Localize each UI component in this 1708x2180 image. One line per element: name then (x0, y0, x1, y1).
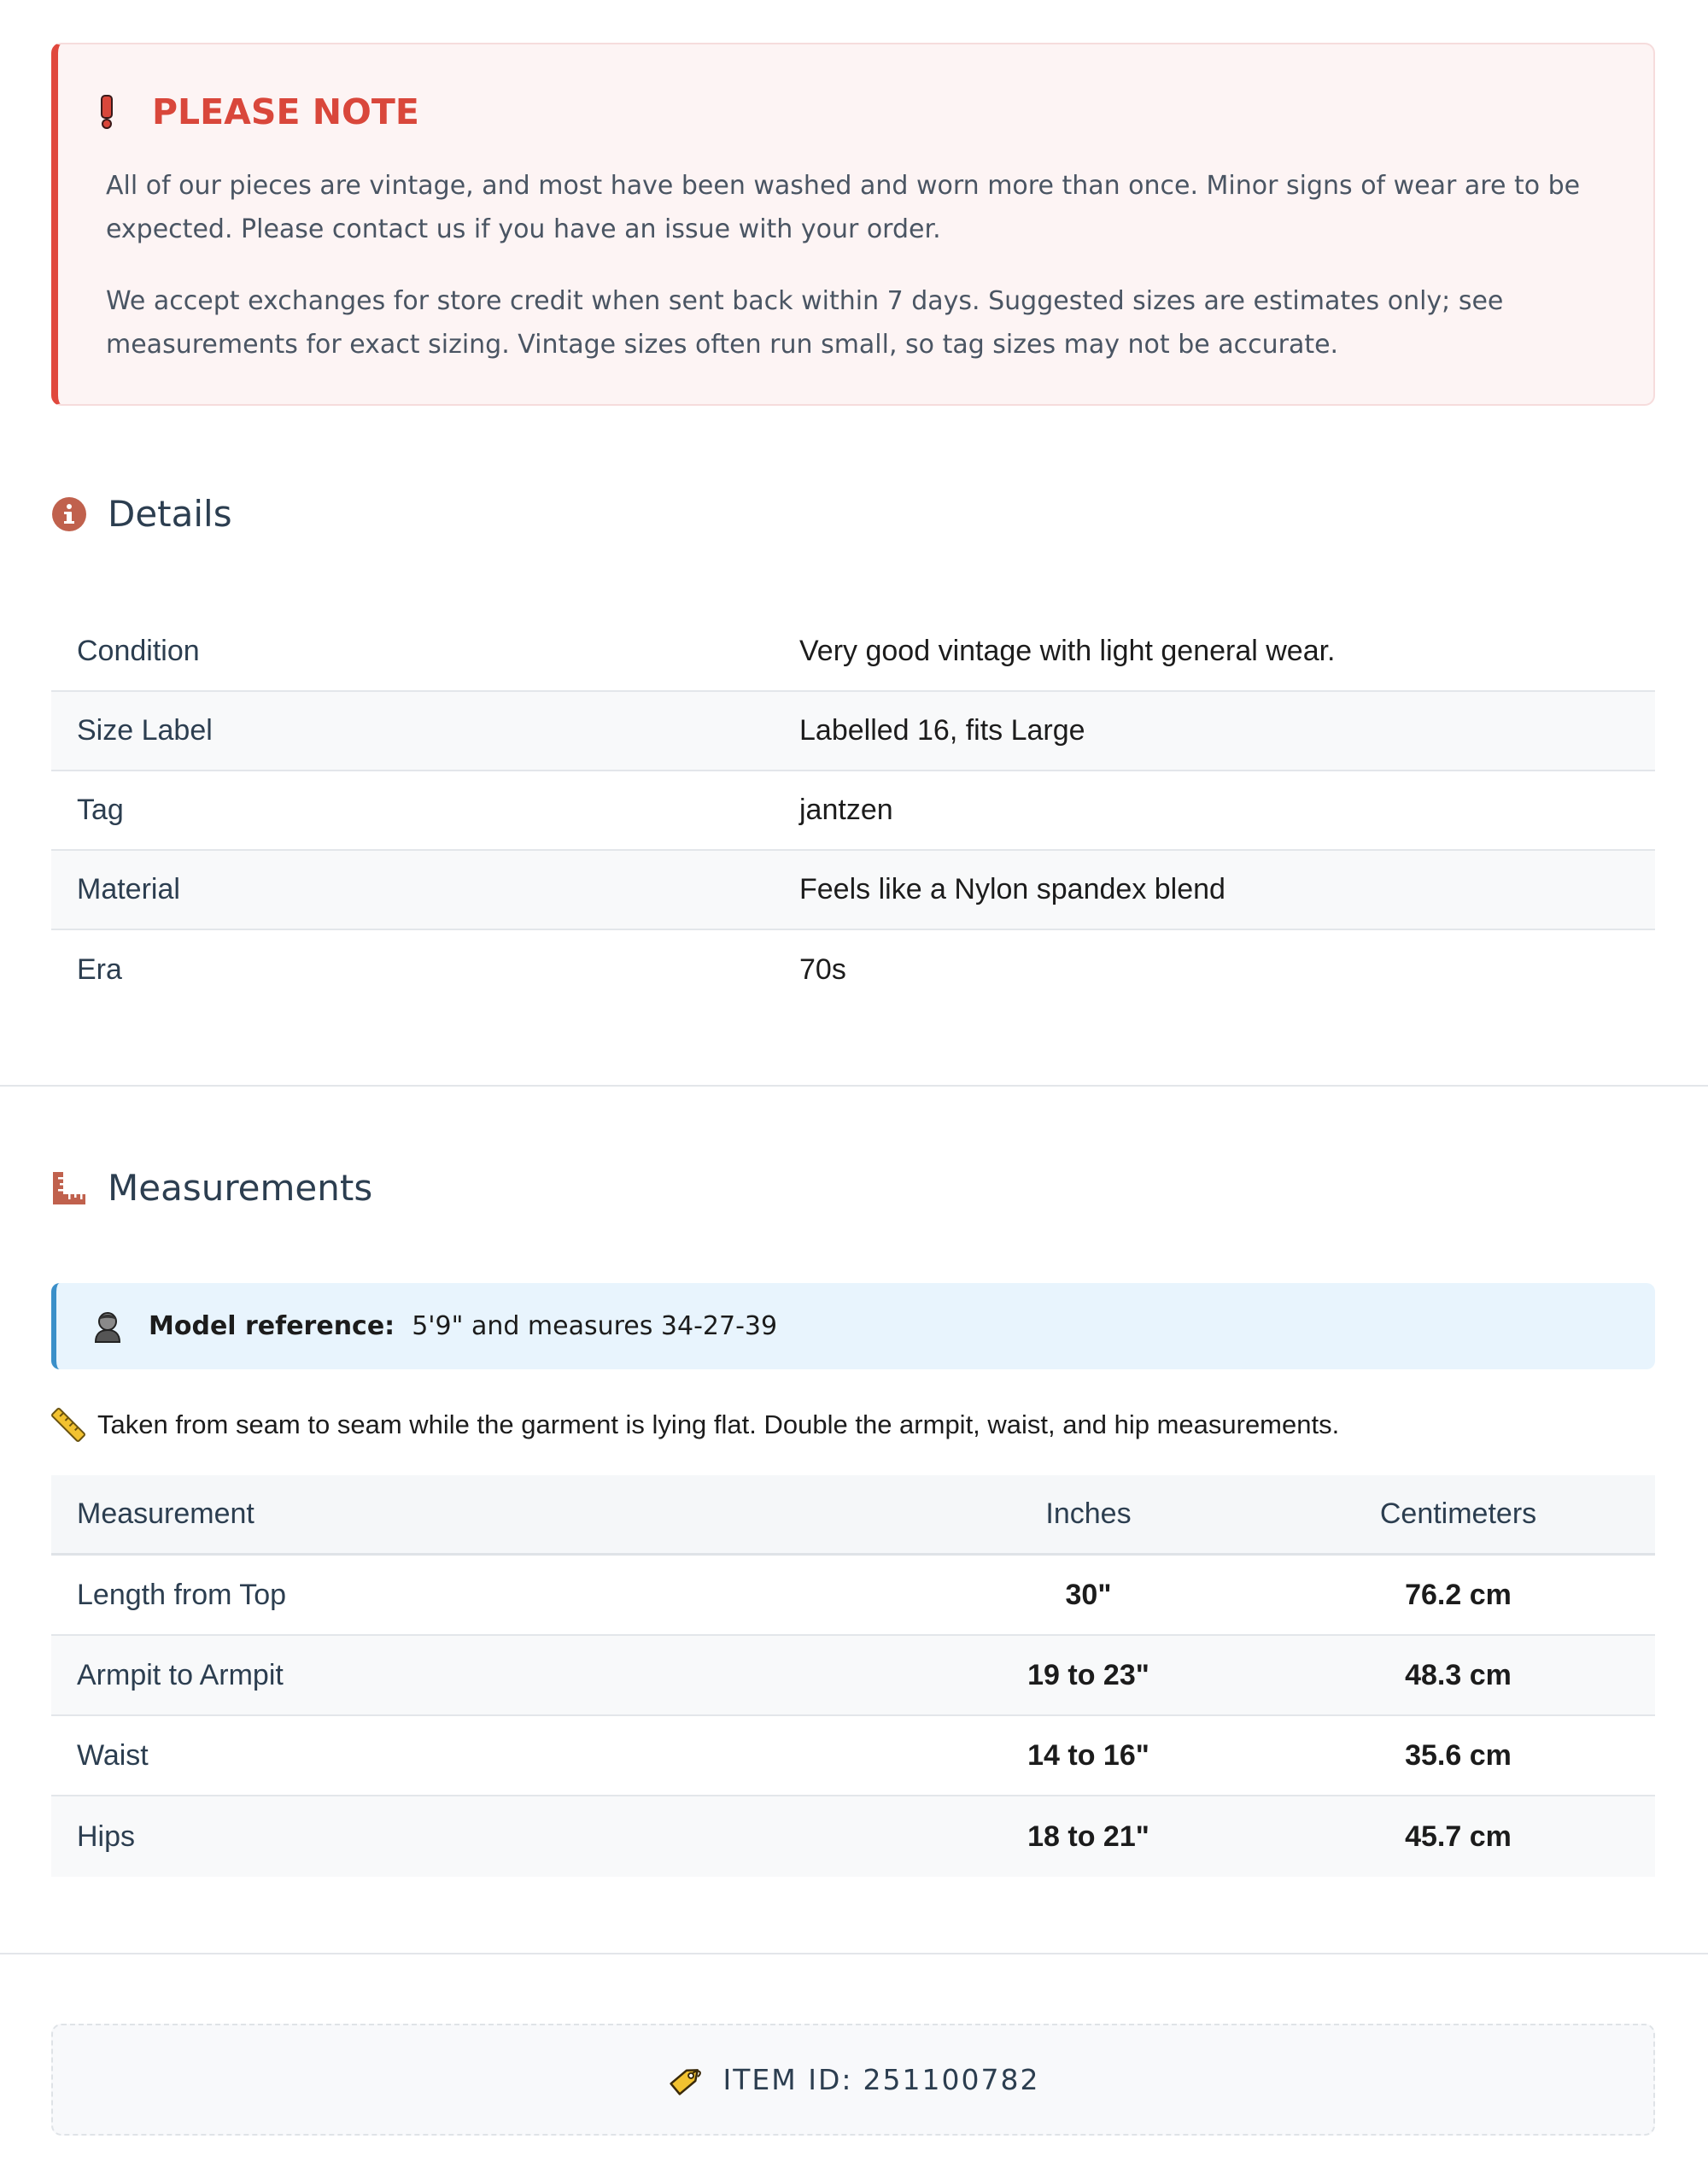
measurement-name: Length from Top (77, 1578, 287, 1611)
table-row (51, 1716, 1655, 1796)
details-label: Tag (77, 794, 124, 826)
details-row (51, 771, 1655, 851)
table-row (51, 1796, 1655, 1877)
item-id-box (51, 2024, 1655, 2136)
details-value: jantzen (799, 794, 893, 826)
column-header-inches: Inches (1045, 1497, 1132, 1530)
measurement-cm: 76.2 cm (1405, 1578, 1512, 1611)
info-circle-icon (51, 496, 87, 532)
person-icon (91, 1310, 125, 1344)
table-row (51, 1636, 1655, 1716)
table-header-row (51, 1475, 1655, 1556)
measurements-heading-text: Measurements (108, 1167, 373, 1209)
measurement-cm: 35.6 cm (1405, 1738, 1512, 1772)
details-value: Very good vintage with light general wear. (799, 635, 1336, 667)
measurement-inches: 14 to 16" (1027, 1738, 1149, 1772)
details-value: Labelled 16, fits Large (799, 714, 1085, 747)
table-row (51, 1556, 1655, 1636)
details-row (51, 851, 1655, 930)
column-header-measurement: Measurement (77, 1497, 254, 1530)
please-note-box (51, 43, 1655, 406)
ruler-icon (51, 1408, 85, 1442)
measurement-inches: 19 to 23" (1027, 1658, 1149, 1691)
model-reference-label: Model reference: (149, 1311, 395, 1341)
details-row (51, 612, 1655, 692)
measurement-name: Hips (77, 1820, 136, 1853)
model-reference-box (51, 1283, 1655, 1369)
details-value: Feels like a Nylon spandex blend (799, 873, 1225, 905)
details-label: Material (77, 873, 180, 905)
details-label: Condition (77, 635, 200, 667)
note-paragraph-1: All of our pieces are vintage, and most have been washed and worn more than once. Minor signs of wear are to be expected. Please contact us if you have an issue with your order. (106, 171, 1581, 244)
details-heading (51, 493, 232, 535)
item-id-label: ITEM ID: (722, 2063, 853, 2096)
measurement-name: Armpit to Armpit (77, 1658, 284, 1691)
note-title-text: PLEASE NOTE (152, 91, 419, 132)
details-row (51, 692, 1655, 771)
measurement-inches: 30" (1065, 1578, 1112, 1611)
exclamation-icon (101, 95, 126, 129)
item-id-value: 251100782 (863, 2063, 1040, 2096)
price-tag-icon (667, 2061, 705, 2099)
section-divider (0, 1085, 1708, 1087)
column-header-centimeters: Centimeters (1379, 1497, 1537, 1530)
ruler-combined-icon (51, 1170, 87, 1206)
measurements-table (51, 1475, 1655, 1877)
details-table (51, 612, 1655, 1010)
measurement-note (51, 1408, 1339, 1442)
measurement-inches: 18 to 21" (1027, 1820, 1149, 1853)
measurement-cm: 48.3 cm (1405, 1658, 1512, 1691)
details-row (51, 930, 1655, 1010)
details-label: Size Label (77, 714, 213, 747)
section-divider (0, 1953, 1708, 1954)
measurement-note-text: Taken from seam to seam while the garment is lying flat. Double the armpit, waist, and hip measurements. (97, 1409, 1340, 1439)
note-paragraph-2: We accept exchanges for store credit when sent back within 7 days. Suggested sizes are estimates only; see measurements for exact sizing. Vintage sizes often run small, so tag sizes may not be accurate. (106, 286, 1504, 360)
details-value: 70s (799, 953, 846, 986)
details-heading-text: Details (108, 493, 232, 535)
model-reference-value: 5'9" and measures 34-27-39 (412, 1311, 778, 1341)
measurement-name: Waist (77, 1738, 149, 1772)
note-title (101, 91, 419, 132)
details-label: Era (77, 953, 122, 986)
measurements-heading (51, 1167, 372, 1209)
measurement-cm: 45.7 cm (1405, 1820, 1512, 1853)
